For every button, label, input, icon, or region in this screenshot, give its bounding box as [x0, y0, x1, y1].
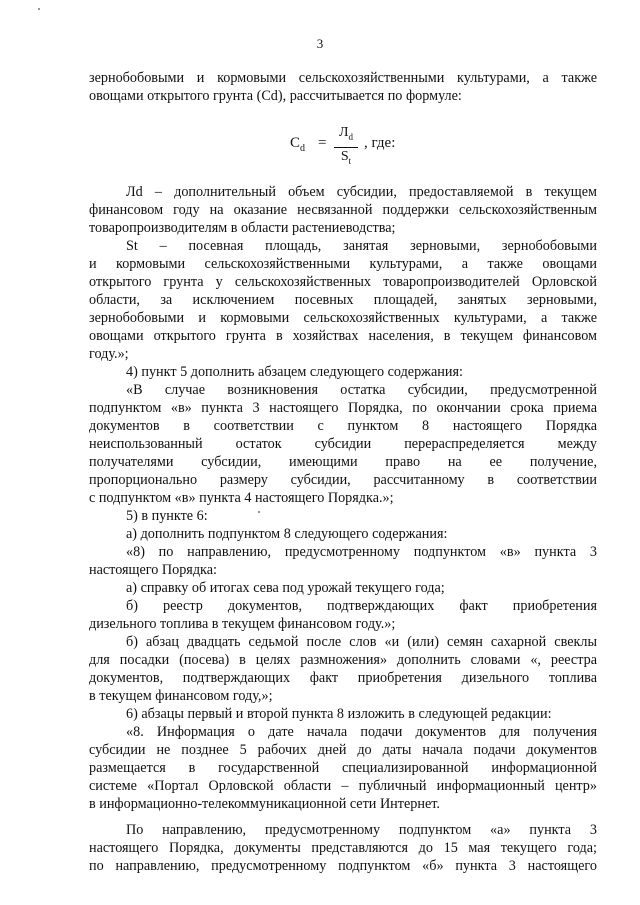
text-line: б) реестр документов, подтверждающих факт приобретения [126, 598, 597, 614]
formula-numerator [334, 125, 358, 145]
text-line: для посадки (посева) в целях размножения» дополнить словами «, реестра [89, 652, 597, 668]
text-line: По направлению, предусмотренному подпунктом «а» пункта 3 [126, 822, 597, 838]
text-line: б) абзац двадцать седьмой после слов «и (или) семян сахарной свеклы [126, 634, 597, 650]
text-line: настоящего Порядка, документы представляются до 15 мая текущего года; [89, 840, 597, 856]
formula-denominator-symbol: S [340, 148, 349, 164]
text-line: размещается в государственной специализированной информационной [89, 760, 597, 776]
fraction-bar [334, 147, 358, 148]
text-line: «8. Информация о дате начала подачи документов для получения [126, 724, 597, 740]
formula-where: , где: [364, 135, 396, 151]
text-line: документов в соответствии с пунктом 8 настоящего Порядка [89, 418, 597, 434]
text-line: а) справку об итогах сева под урожай текущего года; [126, 580, 445, 596]
text-line: «8) по направлению, предусмотренному подпунктом «в» пункта 3 [126, 544, 597, 560]
text-line: настоящего Порядка: [89, 562, 217, 578]
formula [290, 125, 420, 165]
formula-lhs [290, 135, 305, 154]
formula-denominator-subscript: t [348, 155, 352, 166]
text-line: 4) пункт 5 дополнить абзацем следующего содержания: [126, 364, 463, 380]
text-line: субсидии не позднее 5 рабочих дней до даты начала подачи документов [89, 742, 597, 758]
text-line: в текущем финансовом году,»; [89, 688, 273, 704]
text-line: году.»; [89, 346, 129, 362]
formula-denominator [334, 149, 358, 169]
text-line: пропорционально размеру субсидии, рассчитанному в соответствии [89, 472, 597, 488]
text-line: товаропроизводителям в области растениеводства; [89, 220, 396, 236]
text-line: финансовом году на оказание несвязанной поддержки сельскохозяйственным [89, 202, 597, 218]
text-line: Лd – дополнительный объем субсидии, предоставляемой в текущем [126, 184, 597, 200]
text-line: 6) абзацы первый и второй пункта 8 изложить в следующей редакции: [126, 706, 552, 722]
formula-numerator-subscript: d [348, 131, 353, 142]
text-line: подпунктом «в» пункта 3 настоящего Порядка, по окончании срока приема [89, 400, 597, 416]
scan-speck [258, 511, 260, 513]
formula-lhs-symbol: C [290, 135, 301, 151]
text-line: системе «Портал Орловской области – публичный информационный центр» [89, 778, 597, 794]
text-line: получателями субсидии, имеющими право на ее получение, [89, 454, 597, 470]
text-line: с подпунктом «в» пункта 4 настоящего Порядка.»; [89, 490, 394, 506]
text-line: овощами открытого грунта (Cd), рассчитывается по формуле: [89, 88, 462, 104]
text-line: и кормовыми сельскохозяйственными культурами, а также овощами [89, 256, 597, 272]
text-line: а) дополнить подпунктом 8 следующего содержания: [126, 526, 448, 542]
text-line: St – посевная площадь, занятая зерновыми, зернобобовыми [126, 238, 597, 254]
text-line: открытого грунта у сельскохозяйственных товаропроизводителей Орловской [89, 274, 597, 290]
formula-equals: = [318, 135, 327, 151]
text-line: зернобобовыми и кормовыми сельскохозяйственных культурами, а также [89, 310, 597, 326]
text-line: в информационно-телекоммуникационной сети Интернет. [89, 796, 440, 812]
text-line: области, за исключением посевных площадей, занятых зерновыми, [89, 292, 597, 308]
text-line: документов, подтверждающих факт приобретения дизельного топлива [89, 670, 597, 686]
scan-speck [38, 8, 40, 10]
formula-lhs-subscript: d [300, 143, 306, 154]
formula-numerator-symbol: Л [339, 125, 349, 140]
text-line: овощами открытого грунта в хозяйствах населения, в текущем финансовом [89, 328, 597, 344]
text-line: 5) в пункте 6: [126, 508, 208, 524]
text-line: «В случае возникновения остатка субсидии, предусмотренной [126, 382, 597, 398]
text-line: дизельного топлива в текущем финансовом году.»; [89, 616, 396, 632]
text-line: зернобобовыми и кормовыми сельскохозяйственными культурами, а также [89, 70, 597, 86]
formula-fraction [334, 125, 358, 169]
page-number: 3 [316, 36, 324, 51]
text-line: неиспользованный остаток субсидии перераспределяется между [89, 436, 597, 452]
text-line: по направлению, предусмотренному подпунктом «б» пункта 3 настоящего [89, 858, 597, 874]
